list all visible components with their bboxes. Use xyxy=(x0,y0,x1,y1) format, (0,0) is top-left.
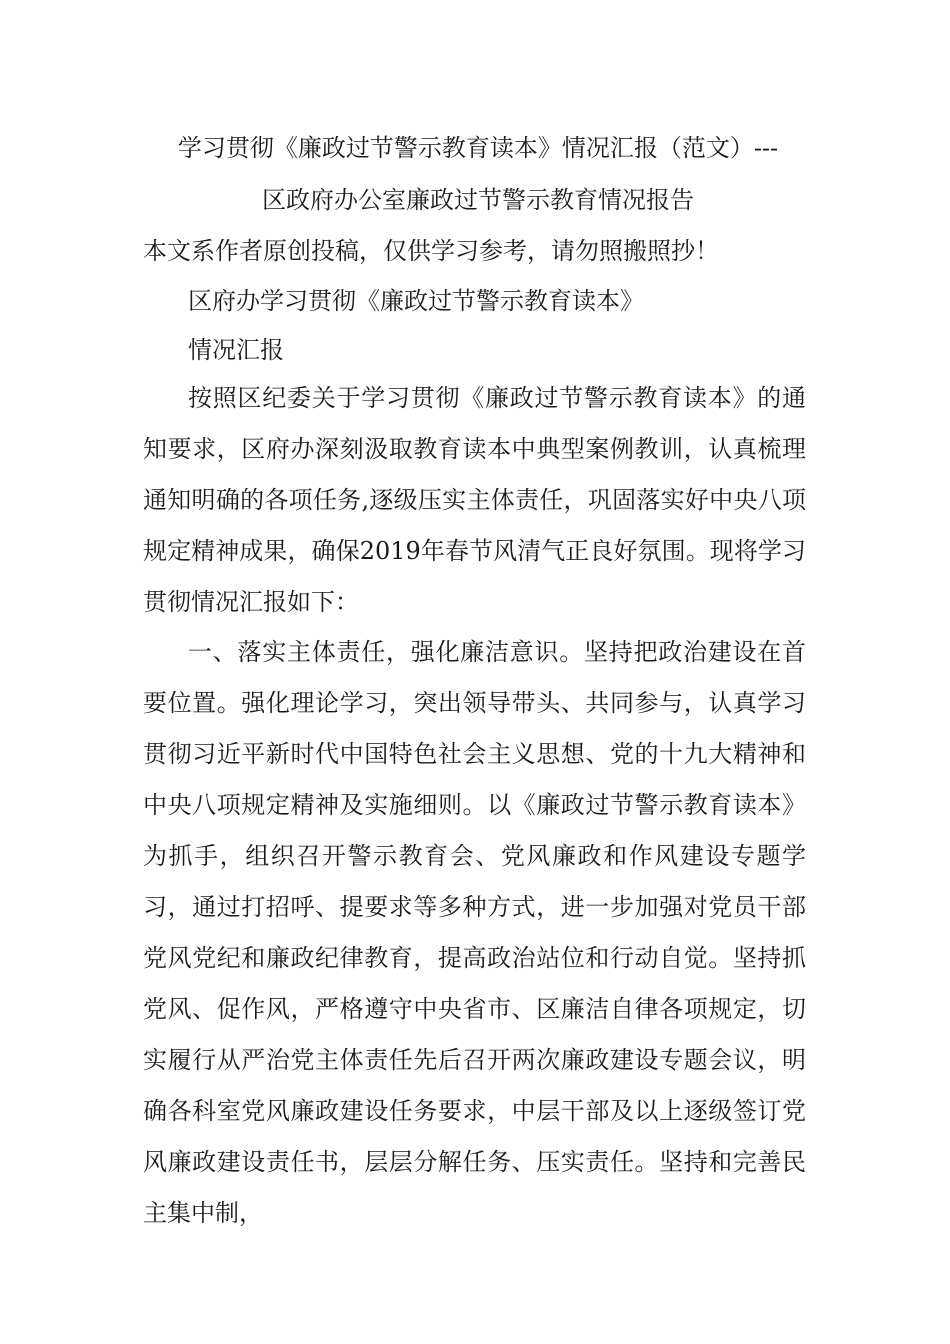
copyright-note: 本文系作者原创投稿，仅供学习参考，请勿照搬照抄！ xyxy=(143,237,719,265)
document-title-line-1: 学习贯彻《廉政过节警示教育读本》情况汇报（范文）--- xyxy=(177,134,779,162)
document-title-line-2: 区政府办公室廉政过节警示教育情况报告 xyxy=(262,186,694,214)
intro-paragraph: 按照区纪委关于学习贯彻《廉政过节警示教育读本》的通知要求，区府办深刻汲取教育读本中典型案例教训，认真梳理通知明确的各项任务,逐级压实主体责任，巩固落实好中央八项规定精神成果，确保2019年春节风清气正良好氛围。现将学习贯彻情况汇报如下： xyxy=(143,384,806,616)
report-subtitle-line-1: 区府办学习贯彻《廉政过节警示教育读本》 xyxy=(188,287,644,315)
report-subtitle-line-2: 情况汇报 xyxy=(188,336,284,364)
section-one-paragraph: 一、落实主体责任，强化廉洁意识。坚持把政治建设在首要位置。强化理论学习，突出领导带头、共同参与，认真学习贯彻习近平新时代中国特色社会主义思想、党的十九大精神和中央八项规定精神及实施细则。以《廉政过节警示教育读本》为抓手，组织召开警示教育会、党风廉政和作风建设专题学习，通过打招呼、提要求等多种方式，进一步加强对党员干部党风党纪和廉政纪律教育，提高政治站位和行动自觉。坚持抓党风、促作风，严格遵守中央省市、区廉洁自律各项规定，切实履行从严治党主体责任先后召开两次廉政建设专题会议，明确各科室党风廉政建设任务要求，中层干部及以上逐级签订党风廉政建设责任书，层层分解任务、压实责任。坚持和完善民主集中制， xyxy=(143,638,806,1227)
